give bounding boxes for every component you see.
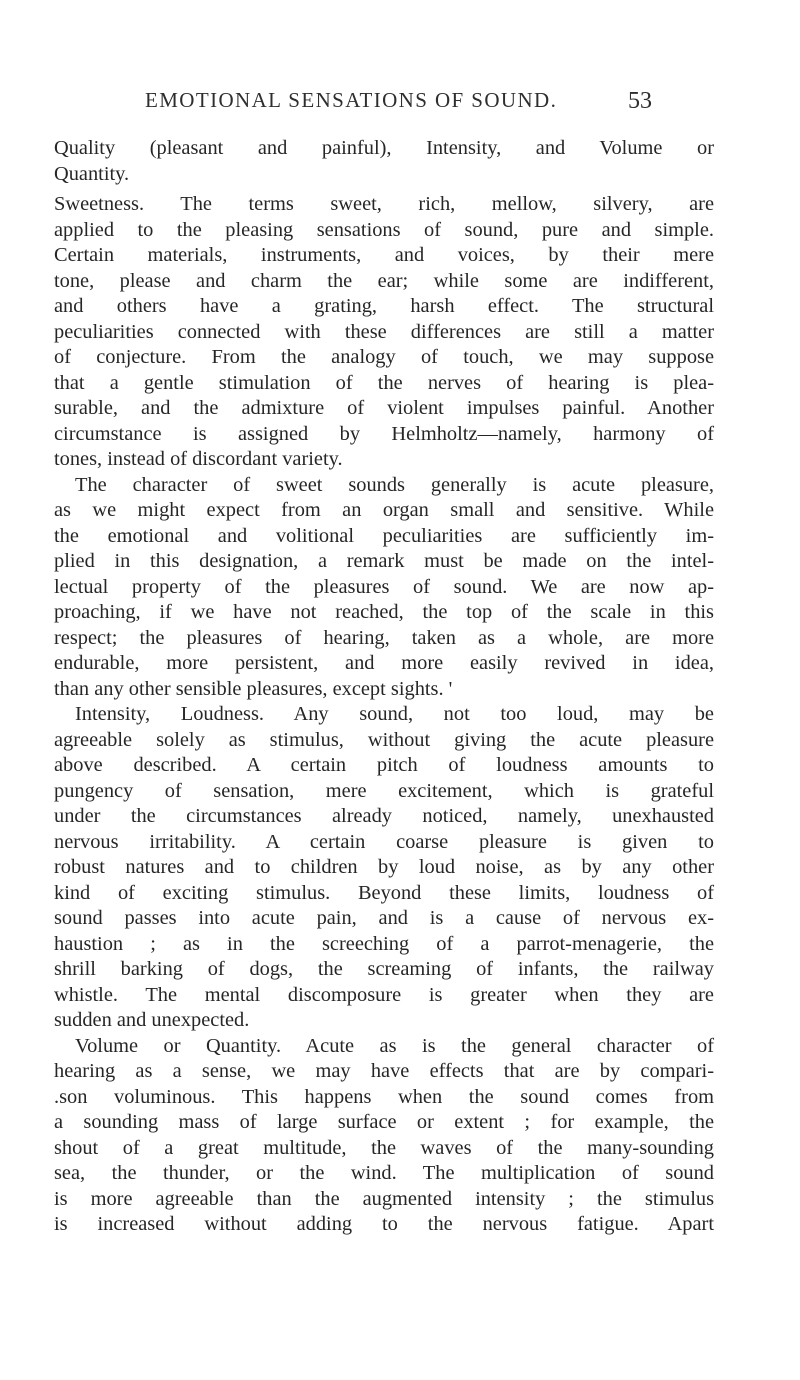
text-line: sea, the thunder, or the wind. The multiplication of sound bbox=[54, 1162, 714, 1184]
text-line: above described. A certain pitch of loudness amounts to bbox=[54, 754, 714, 776]
text-line: than any other sensible pleasures, except sights. ' bbox=[54, 677, 453, 700]
text-line: lectual property of the pleasures of sound. We are now ap- bbox=[54, 575, 714, 598]
text-line: Sweetness. The terms sweet, rich, mellow, silvery, are bbox=[54, 193, 714, 215]
text-line: tone, please and charm the ear; while some are indifferent, bbox=[54, 269, 714, 292]
text-line: under the circumstances already noticed, namely, unexhausted bbox=[54, 805, 714, 827]
text-line: proaching, if we have not reached, the top of the scale in this bbox=[54, 601, 714, 623]
text-line: robust natures and to children by loud noise, as by any other bbox=[54, 856, 714, 878]
text-line: endurable, more persistent, and more easily revived in idea, bbox=[54, 652, 714, 674]
text-line: sound passes into acute pain, and is a cause of nervous ex- bbox=[54, 907, 714, 929]
text-line: pungency of sensation, mere excitement, which is grateful bbox=[54, 779, 714, 802]
body-text bbox=[54, 136, 714, 1238]
text-line: respect; the pleasures of hearing, taken as a whole, are more bbox=[54, 626, 714, 649]
text-line: applied to the pleasing sensations of sound, pure and simple. bbox=[54, 218, 714, 241]
text-line: Intensity, Loudness. Any sound, not too loud, may be bbox=[75, 703, 714, 725]
text-line: hearing as a sense, we may have effects that are by compari- bbox=[54, 1060, 714, 1082]
text-line: whistle. The mental discomposure is greater when they are bbox=[54, 983, 714, 1006]
text-line: that a gentle stimulation of the nerves of hearing is plea- bbox=[54, 371, 714, 394]
running-header bbox=[145, 88, 652, 122]
text-line: as we might expect from an organ small and sensitive. While bbox=[54, 499, 714, 521]
text-line: and others have a grating, harsh effect. The structural bbox=[54, 295, 714, 317]
text-line: of conjecture. From the analogy of touch, we may suppose bbox=[54, 346, 714, 368]
text-line: the emotional and volitional peculiarities are sufficiently im- bbox=[54, 524, 714, 547]
text-line: kind of exciting stimulus. Beyond these limits, loudness of bbox=[54, 881, 714, 904]
text-line: a sounding mass of large surface or extent ; for example, the bbox=[54, 1111, 714, 1133]
text-line: The character of sweet sounds generally is acute pleasure, bbox=[75, 473, 714, 496]
text-line: tones, instead of discordant variety. bbox=[54, 448, 343, 470]
text-line: plied in this designation, a remark must be made on the intel- bbox=[54, 550, 714, 572]
text-line: is increased without adding to the nervous fatigue. Apart bbox=[54, 1213, 714, 1235]
running-title: EMOTIONAL SENSATIONS OF SOUND. bbox=[145, 88, 558, 112]
text-line: sudden and unexpected. bbox=[54, 1009, 250, 1031]
page-number: 53 bbox=[628, 88, 652, 114]
text-line: shrill barking of dogs, the screaming of infants, the railway bbox=[54, 958, 714, 980]
text-line: Volume or Quantity. Acute as is the general character of bbox=[75, 1034, 714, 1057]
text-line: agreeable solely as stimulus, without giving the acute pleasure bbox=[54, 728, 714, 751]
text-line: Quality (pleasant and painful), Intensity, and Volume or bbox=[54, 137, 714, 159]
text-line: peculiarities connected with these differences are still a matter bbox=[54, 320, 714, 343]
text-line: nervous irritability. A certain coarse pleasure is given to bbox=[54, 830, 714, 853]
text-line: shout of a great multitude, the waves of the many-sounding bbox=[54, 1136, 714, 1159]
text-line: Quantity. bbox=[54, 162, 130, 185]
text-line: .son voluminous. This happens when the sound comes from bbox=[54, 1085, 714, 1108]
text-line: Certain materials, instruments, and voices, by their mere bbox=[54, 244, 714, 266]
text-line: surable, and the admixture of violent impulses painful. Another bbox=[54, 397, 714, 419]
text-line: circumstance is assigned by Helmholtz—namely, harmony of bbox=[54, 422, 714, 445]
text-line: is more agreeable than the augmented intensity ; the stimulus bbox=[54, 1187, 714, 1210]
text-line: haustion ; as in the screeching of a parrot-menagerie, the bbox=[54, 932, 714, 955]
